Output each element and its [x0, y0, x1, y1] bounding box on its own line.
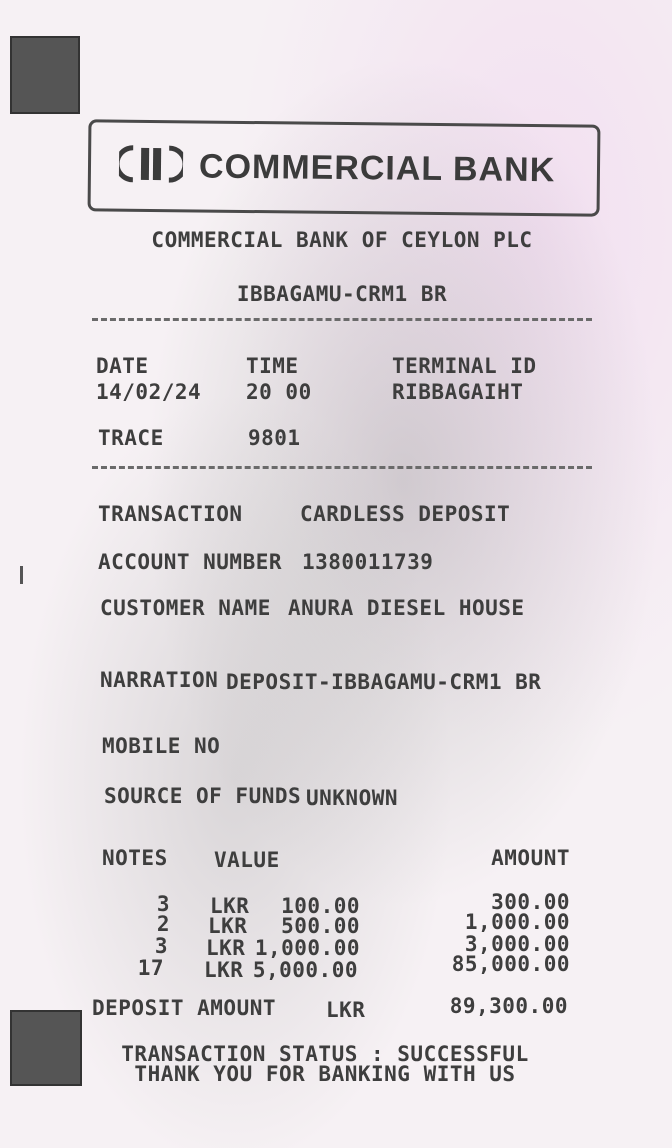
notes-value: 500.00 — [281, 914, 360, 938]
notes-count: 17 — [137, 956, 164, 980]
source-label: SOURCE OF FUNDS — [104, 784, 302, 808]
customer-value: ANURA DIESEL HOUSE — [288, 596, 525, 620]
value-header: VALUE — [214, 848, 280, 872]
deposit-currency: LKR — [326, 998, 366, 1022]
notes-amount: 85,000.00 — [451, 952, 570, 976]
notes-currency: LKR — [206, 936, 246, 960]
branch-name: IBBAGAMU-CRM1 BR — [236, 282, 448, 306]
notes-currency: LKR — [208, 914, 248, 938]
transaction-status: TRANSACTION STATUS : SUCCESSFUL — [121, 1042, 529, 1066]
date-label: DATE — [96, 354, 149, 378]
notes-amount: 300.00 — [491, 890, 570, 914]
alignment-mark-bottom — [10, 1010, 82, 1086]
bank-name: COMMERCIAL BANK OF CEYLON PLC — [151, 228, 533, 252]
time-label: TIME — [246, 354, 299, 378]
customer-label: CUSTOMER NAME — [100, 596, 271, 620]
source-value: UNKNOWN — [306, 786, 399, 810]
deposit-amount-value: 89,300.00 — [449, 994, 568, 1018]
terminal-label: TERMINAL ID — [392, 354, 537, 378]
notes-currency: LKR — [210, 894, 250, 918]
notes-header: NOTES — [102, 846, 168, 870]
alignment-mark-top — [10, 36, 80, 114]
notes-value: 100.00 — [281, 894, 360, 918]
trace-label: TRACE — [98, 426, 164, 450]
notes-amount: 1,000.00 — [464, 910, 570, 934]
thank-you-message: THANK YOU FOR BANKING WITH US — [134, 1062, 516, 1086]
divider — [92, 318, 592, 321]
terminal-value: RIBBAGAIHT — [392, 380, 524, 404]
notes-count: 2 — [156, 912, 170, 936]
amount-header: AMOUNT — [491, 846, 570, 870]
account-label: ACCOUNT NUMBER — [98, 550, 283, 574]
narration-label: NARRATION — [100, 668, 219, 692]
notes-count: 3 — [156, 892, 170, 916]
date-value: 14/02/24 — [96, 380, 202, 404]
transaction-label: TRANSACTION — [98, 502, 243, 526]
deposit-amount-label: DEPOSIT AMOUNT — [92, 996, 277, 1020]
notes-count: 3 — [154, 934, 168, 958]
side-tick-mark — [20, 566, 23, 584]
notes-value: 5,000.00 — [252, 958, 358, 982]
transaction-value: CARDLESS DEPOSIT — [300, 502, 511, 526]
bank-logo — [88, 119, 601, 216]
time-value: 20 00 — [246, 380, 312, 404]
mobile-label: MOBILE NO — [102, 734, 221, 758]
notes-value: 1,000.00 — [254, 936, 360, 960]
bank-logo-text: COMMERCIAL BANK — [198, 147, 556, 190]
account-value: 1380011739 — [302, 550, 434, 574]
divider — [92, 466, 592, 469]
bank-logo-icon — [119, 145, 183, 184]
notes-currency: LKR — [204, 958, 244, 982]
narration-value: DEPOSIT-IBBAGAMU-CRM1 BR — [226, 670, 542, 694]
notes-amount: 3,000.00 — [464, 932, 570, 956]
trace-value: 9801 — [248, 426, 301, 450]
